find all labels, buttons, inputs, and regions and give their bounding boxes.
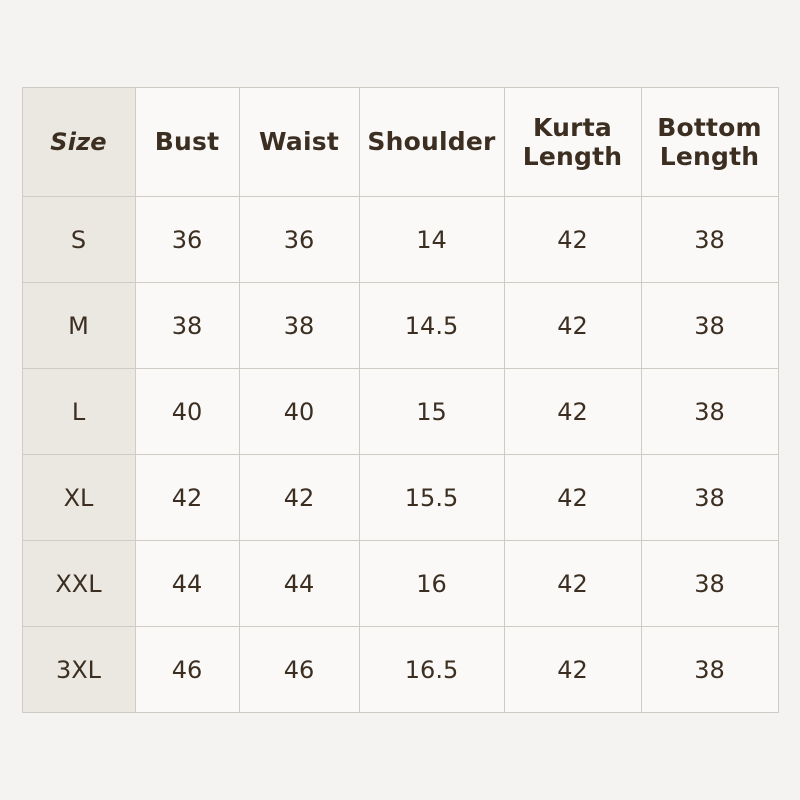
cell-waist: 38 — [239, 283, 359, 369]
cell-kurta-length: 42 — [504, 369, 641, 455]
column-header-waist: Waist — [239, 88, 359, 197]
column-header-kurta-length: Kurta Length — [504, 88, 641, 197]
cell-bottom-length: 38 — [641, 455, 778, 541]
table-row — [22, 627, 778, 713]
cell-waist: 40 — [239, 369, 359, 455]
table-row — [22, 283, 778, 369]
table-row — [22, 197, 778, 283]
cell-waist: 46 — [239, 627, 359, 713]
table-header — [22, 88, 778, 197]
cell-kurta-length: 42 — [504, 627, 641, 713]
cell-waist: 42 — [239, 455, 359, 541]
cell-waist: 36 — [239, 197, 359, 283]
table-row — [22, 369, 778, 455]
cell-bottom-length: 38 — [641, 627, 778, 713]
column-header-bottom-length: Bottom Length — [641, 88, 778, 197]
cell-size: L — [22, 369, 135, 455]
cell-bust: 38 — [135, 283, 239, 369]
cell-kurta-length: 42 — [504, 455, 641, 541]
cell-bust: 40 — [135, 369, 239, 455]
table-row — [22, 541, 778, 627]
cell-bottom-length: 38 — [641, 541, 778, 627]
cell-shoulder: 15.5 — [359, 455, 504, 541]
cell-bust: 46 — [135, 627, 239, 713]
cell-bottom-length: 38 — [641, 283, 778, 369]
size-chart-table — [22, 87, 779, 713]
cell-size: M — [22, 283, 135, 369]
cell-kurta-length: 42 — [504, 283, 641, 369]
cell-size: XL — [22, 455, 135, 541]
cell-shoulder: 16.5 — [359, 627, 504, 713]
cell-kurta-length: 42 — [504, 197, 641, 283]
cell-bust: 44 — [135, 541, 239, 627]
table-row — [22, 455, 778, 541]
cell-shoulder: 14 — [359, 197, 504, 283]
column-header-shoulder: Shoulder — [359, 88, 504, 197]
column-header-bust: Bust — [135, 88, 239, 197]
cell-shoulder: 15 — [359, 369, 504, 455]
cell-bust: 42 — [135, 455, 239, 541]
cell-shoulder: 16 — [359, 541, 504, 627]
cell-bust: 36 — [135, 197, 239, 283]
column-header-size: Size — [22, 88, 135, 197]
cell-bottom-length: 38 — [641, 197, 778, 283]
header-row — [22, 88, 778, 197]
cell-size: 3XL — [22, 627, 135, 713]
cell-kurta-length: 42 — [504, 541, 641, 627]
cell-bottom-length: 38 — [641, 369, 778, 455]
cell-size: XXL — [22, 541, 135, 627]
cell-shoulder: 14.5 — [359, 283, 504, 369]
table-body — [22, 197, 778, 713]
cell-waist: 44 — [239, 541, 359, 627]
cell-size: S — [22, 197, 135, 283]
